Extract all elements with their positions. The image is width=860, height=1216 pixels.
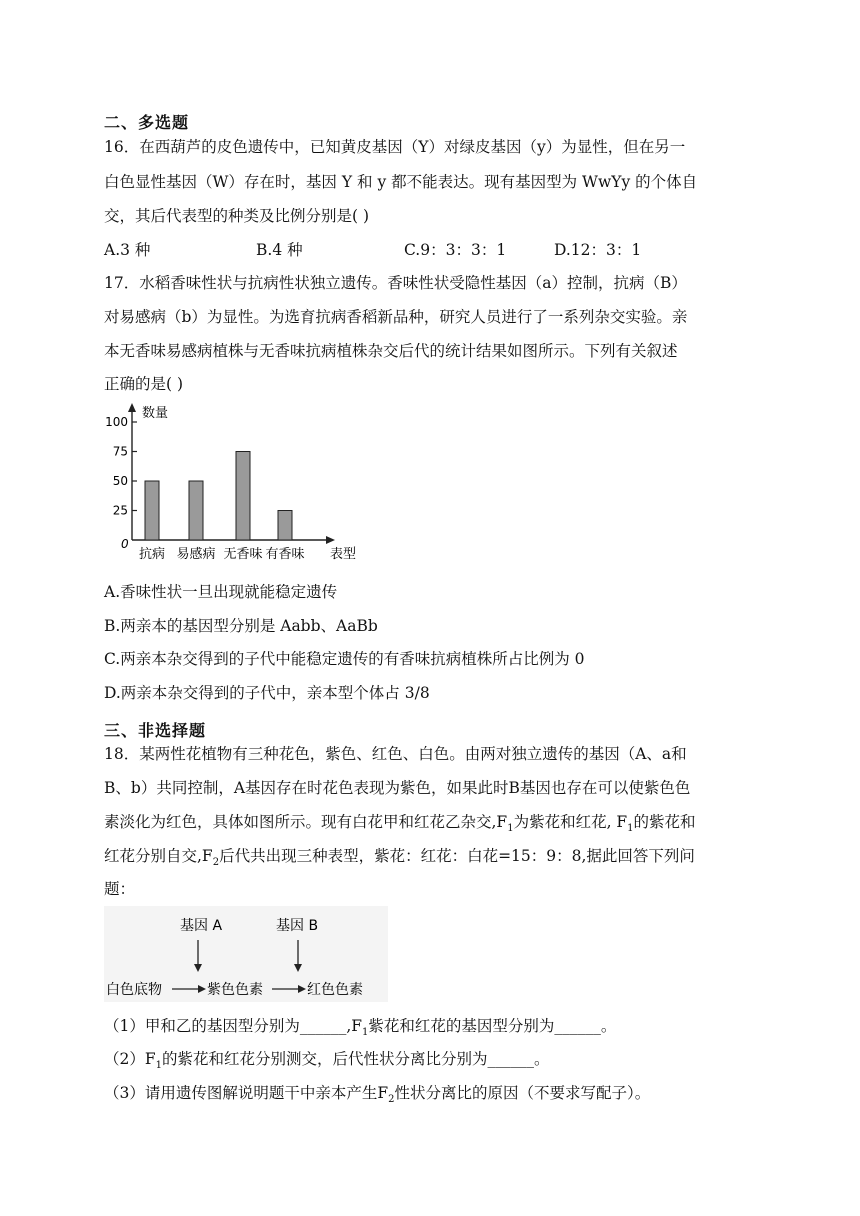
bar-3 bbox=[236, 452, 250, 541]
q17-option-a: A.香味性状一旦出现就能稳定遗传 bbox=[104, 583, 338, 601]
gene-b-label: 基因 B bbox=[276, 918, 319, 934]
q16-line-1: 16．在西葫芦的皮色遗传中，已知黄皮基因（Y）对绿皮基因（y）为显性，但在另一 bbox=[104, 138, 686, 156]
y-axis-label: 数量 bbox=[142, 406, 169, 421]
q17-option-b: B.两亲本的基因型分别是 Aabb、AaBb bbox=[104, 617, 378, 635]
y-tick-label: 75 bbox=[112, 444, 128, 459]
q18-line-3: 素淡化为红色，具体如图所示。现有白花甲和红花乙杂交$,F_1$为紫花和红花, $F_1$的紫花和 bbox=[104, 813, 696, 835]
x-tick-label: 易感病 bbox=[176, 547, 216, 562]
q16-option-c: C.9：3：3：1 bbox=[404, 241, 507, 259]
bar-4 bbox=[278, 511, 292, 541]
white-substrate-label: 白色底物 bbox=[106, 982, 162, 998]
q18-subquestion-1: （1）甲和乙的基因型分别为$\_\_\_\_\_\_,F_1$紫花和红花的基因型分别为______。 bbox=[104, 1017, 617, 1039]
bar-1 bbox=[145, 481, 159, 540]
q16-line-2: 白色显性基因（W）存在时，基因 Y 和 y 都不能表达。现有基因型为 WwYy 的个体自 bbox=[104, 173, 698, 191]
y-tick-label: 50 bbox=[112, 474, 128, 488]
section-heading-multiple-choice: 二、多选题 bbox=[104, 113, 190, 132]
bar-2 bbox=[189, 481, 203, 540]
pigment-pathway-diagram bbox=[104, 906, 388, 1002]
q18-line-1: 18．某两性花植物有三种花色，紫色、红色、白色。由两对独立遗传的基因（A、a和 bbox=[104, 745, 687, 763]
q16-option-d: D.12：3：1 bbox=[554, 241, 642, 259]
q18-line-4: 红花分别自交$,F_2$后代共出现三种表型，紫花：红花：白花=15：9：8,据此回答下列问 bbox=[104, 847, 695, 869]
x-axis-label: 表型 bbox=[330, 547, 357, 562]
gene-a-label: 基因 A bbox=[180, 918, 223, 934]
q17-line-4: 正确的是( ) bbox=[104, 375, 184, 393]
x-tick-label: 抗病 bbox=[138, 547, 166, 562]
q18-line-2: B、b）共同控制，A基因存在时花色表现为紫色，如果此时B基因也存在可以使紫色色 bbox=[104, 779, 691, 797]
section-heading-non-choice: 三、非选择题 bbox=[104, 721, 207, 740]
x-tick-label: 有香味 bbox=[265, 547, 305, 562]
q17-line-1: 17．水稻香味性状与抗病性状独立遗传。香味性状受隐性基因（a）控制，抗病（B） bbox=[104, 274, 687, 292]
red-pigment-label: 红色色素 bbox=[307, 982, 363, 998]
y-axis-arrow bbox=[128, 403, 136, 412]
q18-line-5: 题： bbox=[104, 880, 136, 898]
y-tick-label: 25 bbox=[112, 503, 128, 518]
bar-chart bbox=[104, 400, 364, 566]
q16-option-b: B.4 种 bbox=[256, 241, 303, 259]
q16-line-3: 交，其后代表型的种类及比例分别是( ) bbox=[104, 207, 370, 225]
y-tick-label: 100 bbox=[105, 415, 128, 429]
origin-label: 0 bbox=[121, 537, 129, 551]
q17-option-c: C.两亲本杂交得到的子代中能稳定遗传的有香味抗病植株所占比例为 0 bbox=[104, 650, 585, 668]
purple-pigment-label: 紫色色素 bbox=[207, 982, 263, 998]
q18-subquestion-3: （3）请用遗传图解说明题干中亲本产生$F_2$性状分离比的原因（不要求写配子）。 bbox=[104, 1084, 651, 1106]
x-axis-arrow bbox=[326, 536, 335, 544]
x-tick-label: 无香味 bbox=[223, 547, 263, 562]
q18-subquestion-2: $(2)F_1$的紫花和红花分别测交，后代性状分离比分别为______。 bbox=[104, 1050, 550, 1072]
q17-line-3: 本无香味易感病植株与无香味抗病植株杂交后代的统计结果如图所示。下列有关叙述 bbox=[104, 342, 678, 360]
q16-option-a: A.3 种 bbox=[104, 241, 151, 259]
q17-line-2: 对易感病（b）为显性。为选育抗病香稻新品种，研究人员进行了一系列杂交实验。亲 bbox=[104, 308, 688, 326]
q17-option-d: D.两亲本杂交得到的子代中，亲本型个体占 3/8 bbox=[104, 684, 430, 702]
